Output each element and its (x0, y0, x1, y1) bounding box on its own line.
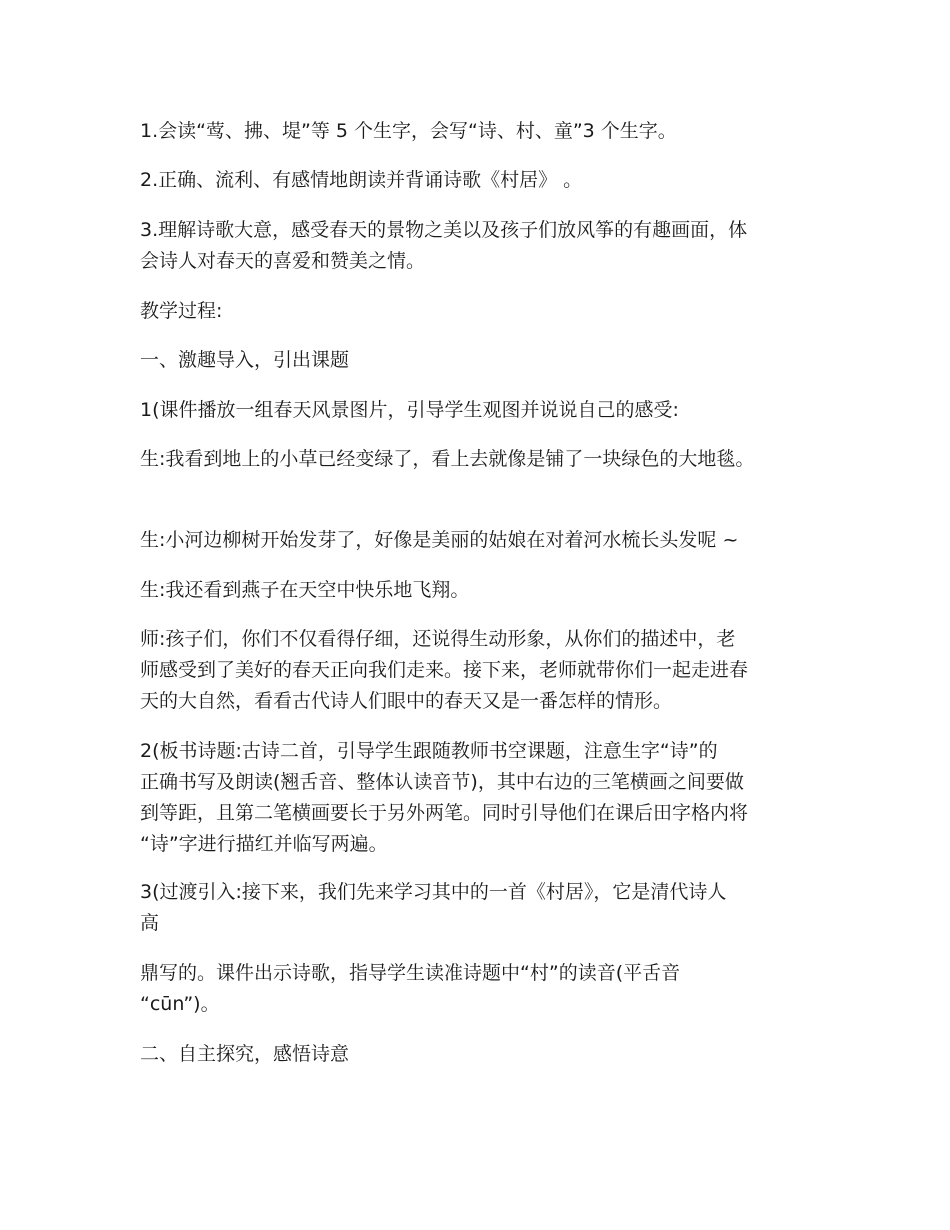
student-response-1: 生:我看到地上的小草已经变绿了，看上去就像是铺了一块绿色的大地毯。 (140, 448, 755, 470)
step-1: 1(课件播放一组春天风景图片，引导学生观图并说说自己的感受: (140, 399, 679, 421)
teacher-remark: 师:孩子们，你们不仅看得仔细，还说得生动形象，从你们的描述中，老 师感受到了美好的春天正向我们走来。接下来，老师就带你们一起走进春 天的大自然，看看古代诗人们眼中的春天又是一番怎样的情形。 (140, 628, 749, 712)
student-response-2: 生:小河边柳树开始发芽了，好像是美丽的姑娘在对着河水梳长头发呢 ~ (140, 529, 739, 551)
section-heading-process: 教学过程: (140, 300, 223, 322)
objective-3: 3.理解诗歌大意，感受春天的景物之美以及孩子们放风筝的有趣画面，体 会诗人对春天的喜爱和赞美之情。 (140, 219, 748, 272)
step-2: 2(板书诗题:古诗二首，引导学生跟随教师书空课题，注意生字“诗”的 正确书写及朗读(翘舌音、整体认读音节)，其中右边的三笔横画之间要做 到等距，且第二笔横画要长于另外两笔。同时引导他们在课后田字格内将 “诗”字进行描红并临写两遍。 (140, 740, 749, 855)
section-heading-explore: 二、自主探究，感悟诗意 (140, 1043, 350, 1065)
step-3: 3(过渡引入:接下来，我们先来学习其中的一首《村居》，它是清代诗人 高 (140, 881, 727, 934)
student-response-3: 生:我还看到燕子在天空中快乐地飞翔。 (140, 579, 470, 601)
objective-1: 1.会读“莺、拂、堤”等 5 个生字，会写“诗、村、童”3 个生字。 (140, 120, 677, 142)
section-heading-intro: 一、激趣导入，引出课题 (140, 349, 350, 371)
step-3-continued: 鼎写的。课件出示诗歌，指导学生读准诗题中“村”的读音(平舌音 “cūn”)。 (140, 962, 681, 1015)
objective-2: 2.正确、流利、有感情地朗读并背诵诗歌《村居》 。 (140, 169, 583, 191)
